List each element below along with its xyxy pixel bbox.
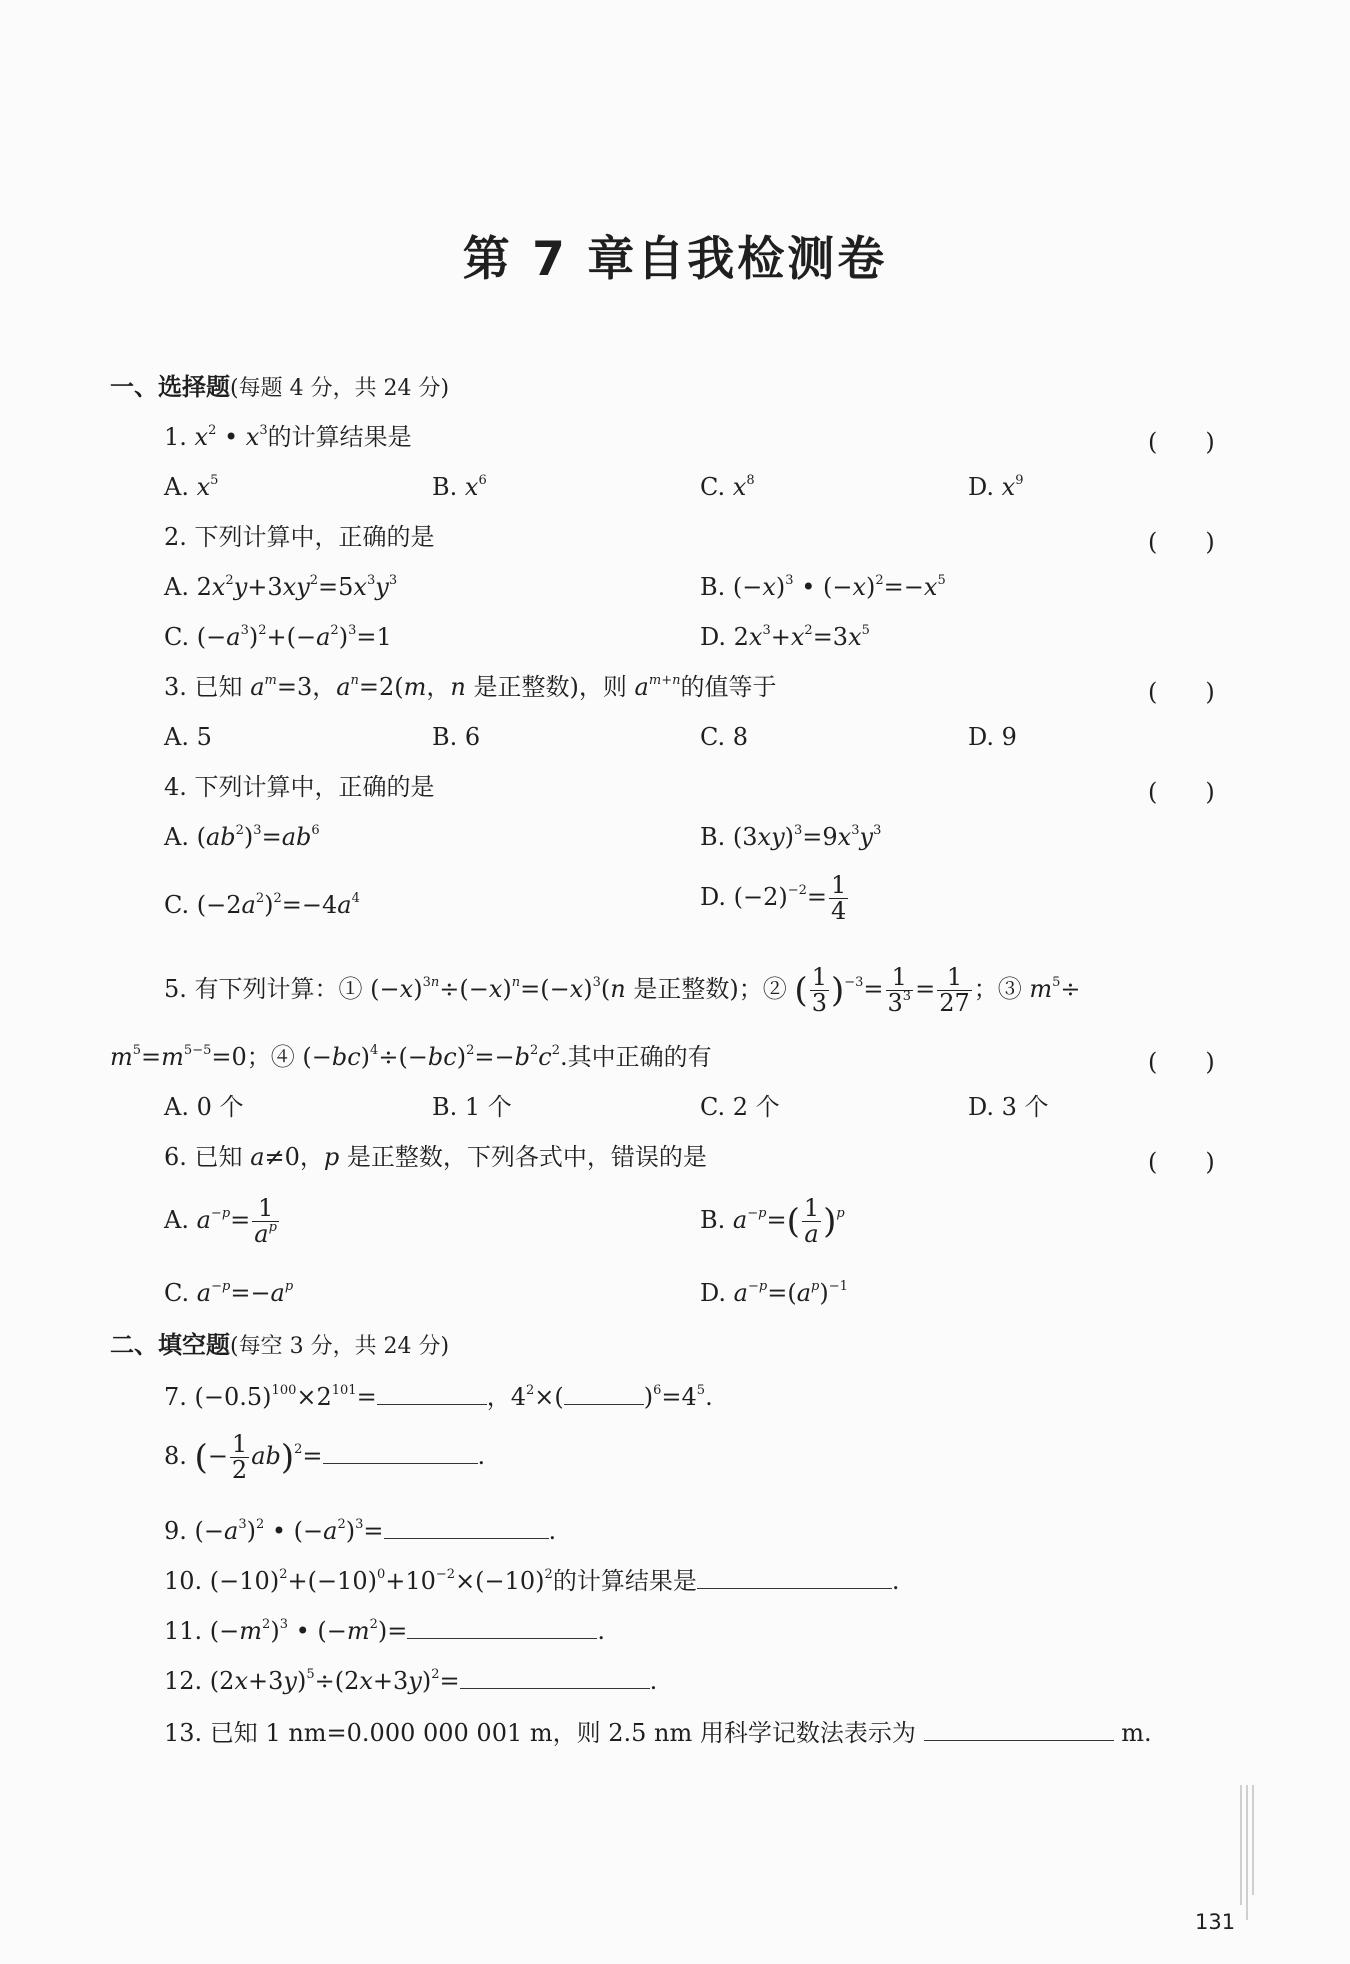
- q3-option-a: A. 5: [164, 723, 212, 751]
- page-edge-line: [1240, 1785, 1242, 1905]
- fraction-1-4: $\frac{1}{4}$: [831, 871, 847, 926]
- answer-blank-8[interactable]: [323, 1439, 478, 1464]
- q5-option-c: C. 2 个: [700, 1093, 780, 1121]
- question-5-line-2: $m^5=m^{5-5}=0$；④ $(-bc)^4\div(-bc)^2=-b^2c^2$.其中正确的有: [110, 1043, 712, 1071]
- question-4: 4. 下列计算中，正确的是: [164, 773, 435, 801]
- question-10: 10. $(-10)^2+(-10)^0+10^{-2}\times(-10)^2$的计算结果是 .: [164, 1564, 899, 1601]
- question-9: 9. $(-a^3)^2$ • $(-a^2)^3=$ .: [164, 1514, 556, 1551]
- q4-option-c: C. $(-2a^2)^2=-4a^4$: [164, 891, 360, 919]
- q3-option-b: B. 6: [432, 723, 481, 751]
- page-edge-line: [1252, 1785, 1254, 1895]
- question-8: 8. (− $\frac{1}{2}$ ab)$^2$= .: [164, 1430, 486, 1485]
- section-1-header: [110, 372, 449, 404]
- page-edge-line: [1246, 1785, 1248, 1920]
- answer-paren-2[interactable]: ( ): [1148, 528, 1215, 556]
- q4-option-a: A. $(ab^2)^3=ab^6$: [164, 823, 320, 851]
- q6-option-d: D. $a^{-p}=(a^p)^{-1}$: [700, 1279, 848, 1307]
- question-2: 2. 下列计算中，正确的是: [164, 523, 435, 551]
- question-7: 7. $(-0.5)^{100}\times 2^{101}=$ ，$4^2\times$( )$^6=4^5$.: [164, 1380, 713, 1417]
- section-2-note: (每空 3 分，共 24 分): [230, 1334, 450, 1359]
- answer-blank-10[interactable]: [697, 1564, 892, 1589]
- q5-option-d: D. 3 个: [968, 1093, 1049, 1121]
- section-2-title: 二、填空题: [110, 1331, 230, 1359]
- question-11: 11. $(-m^2)^3$ • $(-m^2)=$ .: [164, 1614, 605, 1651]
- page-number: 131: [1195, 1910, 1236, 1934]
- q2-option-d: D. $2x^3+x^2=3x^5$: [700, 623, 870, 651]
- q6-option-c: C. $a^{-p}=-a^p$: [164, 1279, 294, 1307]
- section-1-note: (每题 4 分，共 24 分): [230, 376, 450, 401]
- answer-paren-5[interactable]: ( ): [1148, 1048, 1215, 1076]
- question-13: 13. 已知 1 nm=0.000 000 001 m，则 2.5 nm 用科学记数法表示为 m.: [164, 1716, 1152, 1748]
- answer-blank-7a[interactable]: [377, 1380, 487, 1405]
- q5-option-a: A. 0 个: [164, 1093, 244, 1121]
- answer-paren-4[interactable]: ( ): [1148, 778, 1215, 806]
- q2-option-a: A. $2x^2y+3xy^2=5x^3y^3$: [164, 573, 398, 601]
- question-12: 12. $(2x+3y)^5\div(2x+3y)^2=$ .: [164, 1664, 657, 1701]
- q2-option-c: C. $(-a^3)^2+(-a^2)^3=1$: [164, 623, 392, 651]
- q1-option-a: A. $x^5$: [164, 473, 219, 501]
- answer-paren-1[interactable]: ( ): [1148, 428, 1215, 456]
- q5-option-b: B. 1 个: [432, 1093, 512, 1121]
- answer-blank-11[interactable]: [407, 1614, 597, 1639]
- section-2-header: [110, 1330, 449, 1362]
- q1-option-c: C. $x^8$: [700, 473, 755, 501]
- q2-option-b: B. $(-x)^3$ • $(-x)^2=-x^5$: [700, 573, 946, 601]
- q4-option-d: D. $(-2)^{-2}=$ $\frac{1}{4}$: [700, 871, 847, 926]
- answer-blank-12[interactable]: [460, 1664, 650, 1689]
- answer-blank-13[interactable]: [924, 1716, 1114, 1741]
- question-1: 1. $x^2$ • $x^3$的计算结果是: [164, 423, 412, 451]
- section-1-title: 一、选择题: [110, 373, 230, 401]
- q1-option-b: B. $x^6$: [432, 473, 487, 501]
- q6-option-b: B. $a^{-p}=$( $\frac{1}{a}$ )$^p$: [700, 1194, 845, 1249]
- answer-paren-6[interactable]: ( ): [1148, 1148, 1215, 1176]
- q4-option-b: B. $(3xy)^3=9x^3y^3$: [700, 823, 882, 851]
- q6-option-a: A. $a^{-p}=$ $\frac{1}{a^p}$: [164, 1194, 277, 1249]
- q3-option-c: C. 8: [700, 723, 749, 751]
- page-title: 第 7 章自我检测卷: [462, 232, 888, 287]
- answer-paren-3[interactable]: ( ): [1148, 678, 1215, 706]
- answer-blank-7b[interactable]: [564, 1380, 644, 1405]
- question-6: 6. 已知 a≠0，p 是正整数，下列各式中，错误的是: [164, 1143, 707, 1171]
- q1-option-d: D. $x^9$: [968, 473, 1024, 501]
- q3-option-d: D. 9: [968, 723, 1017, 751]
- question-5-line-1: 5. 有下列计算：① $(-x)^{3n}\div(-x)^n=(-x)^3(n$ 是正整数)；② ( $\frac{1}{3}$ )$^{-3}$= $\frac{1}{3^3}$ = $\frac{1}{27}$ ；③ $m^5\div$: [164, 963, 1081, 1018]
- question-3: 3. 已知 $a^m=3$，$a^n=2(m$，n 是正整数)，则 $a^{m+n}$的值等于: [164, 673, 777, 701]
- answer-blank-9[interactable]: [384, 1514, 549, 1539]
